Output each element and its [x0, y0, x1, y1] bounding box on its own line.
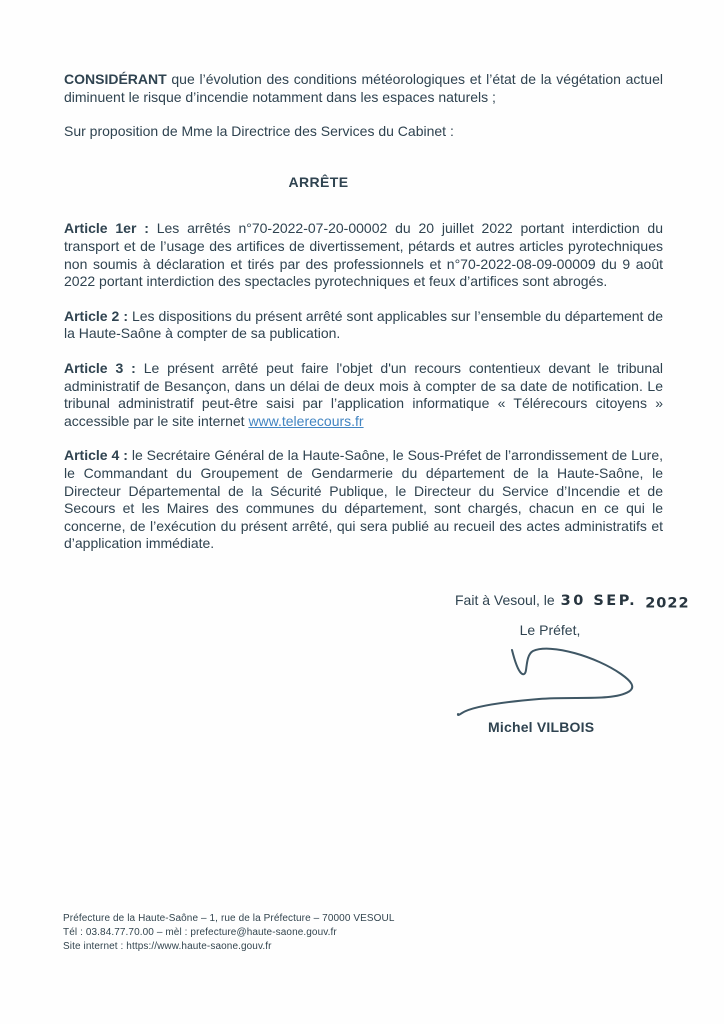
- signature-scribble: [455, 644, 653, 718]
- place-date-line: [455, 592, 690, 612]
- article-2-text: Les dispositions du présent arrêté sont applicables sur l’ensemble du département de la Haute-Saône à compter de sa publication.: [64, 307, 663, 342]
- date-stamp: [560, 593, 690, 612]
- article-3-paragraph: [64, 360, 663, 430]
- article-3-text: Le présent arrêté peut faire l'objet d'un recours contentieux devant le tribunal administratif de Besançon, dans un délai de deux mois à compter de sa date de notification. Le tribunal administratif peut-être saisi par l’application informatique « Télérecours citoyens » accessible par le site internet: [64, 359, 664, 429]
- article-3-label: Article 3 :: [64, 359, 136, 376]
- telerecours-link[interactable]: www.telerecours.fr: [248, 412, 364, 429]
- article-4-paragraph: [64, 447, 663, 553]
- signature-block: [455, 592, 690, 736]
- proposition-line: Sur proposition de Mme la Directrice des Services du Cabinet :: [64, 123, 454, 140]
- article-2-paragraph: [64, 308, 663, 343]
- considerant-text: que l’évolution des conditions météorologiques et l’état de la végétation actuel diminuent le risque d’incendie notamment dans les espaces naturels ;: [64, 71, 663, 105]
- article-1-label: Article 1er :: [64, 220, 149, 237]
- signatory-title: Le Préfet,: [519, 622, 581, 638]
- date-stamp-day-month: 30 SEP.: [560, 593, 638, 609]
- considerant-paragraph: [64, 71, 663, 106]
- signatory-name: Michel VILBOIS: [488, 719, 595, 735]
- document-body: [64, 71, 663, 570]
- place-date-label: Fait à Vesoul, le: [455, 592, 555, 608]
- article-1-paragraph: [64, 220, 663, 290]
- article-4-text: le Secrétaire Général de la Haute-Saône, le Sous-Préfet de l’arrondissement de Lure, le Commandant du Groupement de Gendarmerie du département de la Haute-Saône, le Directeur Départemental de la Sécurité Publique, le Directeur du Service d’Incendie et de Secours et les Maires des communes du département, sont chargés, chacun en ce qui le concerne, de l’exécution du présent arrêté, qui sera publié au recueil des actes administratifs et d’application immédiate.: [64, 447, 663, 552]
- arrete-heading: ARRÊTE: [288, 173, 349, 190]
- footer-contact: Tél : 03.84.77.70.00 – mèl : prefecture@haute-saone.gouv.fr: [63, 926, 337, 938]
- footer-address: Préfecture de la Haute-Saône – 1, rue de la Préfecture – 70000 VESOUL: [63, 913, 395, 924]
- article-2-label: Article 2 :: [64, 307, 128, 324]
- article-4-label: Article 4 :: [64, 447, 128, 464]
- article-1-text: Les arrêtés n°70-2022-07-20-00002 du 20 juillet 2022 portant interdiction du transport et de l’usage des artifices de divertissement, pétards et autres articles pyrotechniques non soumis à déclaration et tirés par des professionnels et n°70-2022-08-09-00009 du 9 août 2022 portant interdiction des spectacles pyrotechniques et feux d’artifices sont abrogés.: [64, 220, 663, 290]
- footer-website: Site internet : https://www.haute-saone.gouv.fr: [63, 940, 272, 952]
- footer-block: [63, 912, 395, 953]
- considerant-keyword: CONSIDÉRANT: [64, 71, 167, 87]
- date-stamp-year: 2022: [645, 595, 690, 612]
